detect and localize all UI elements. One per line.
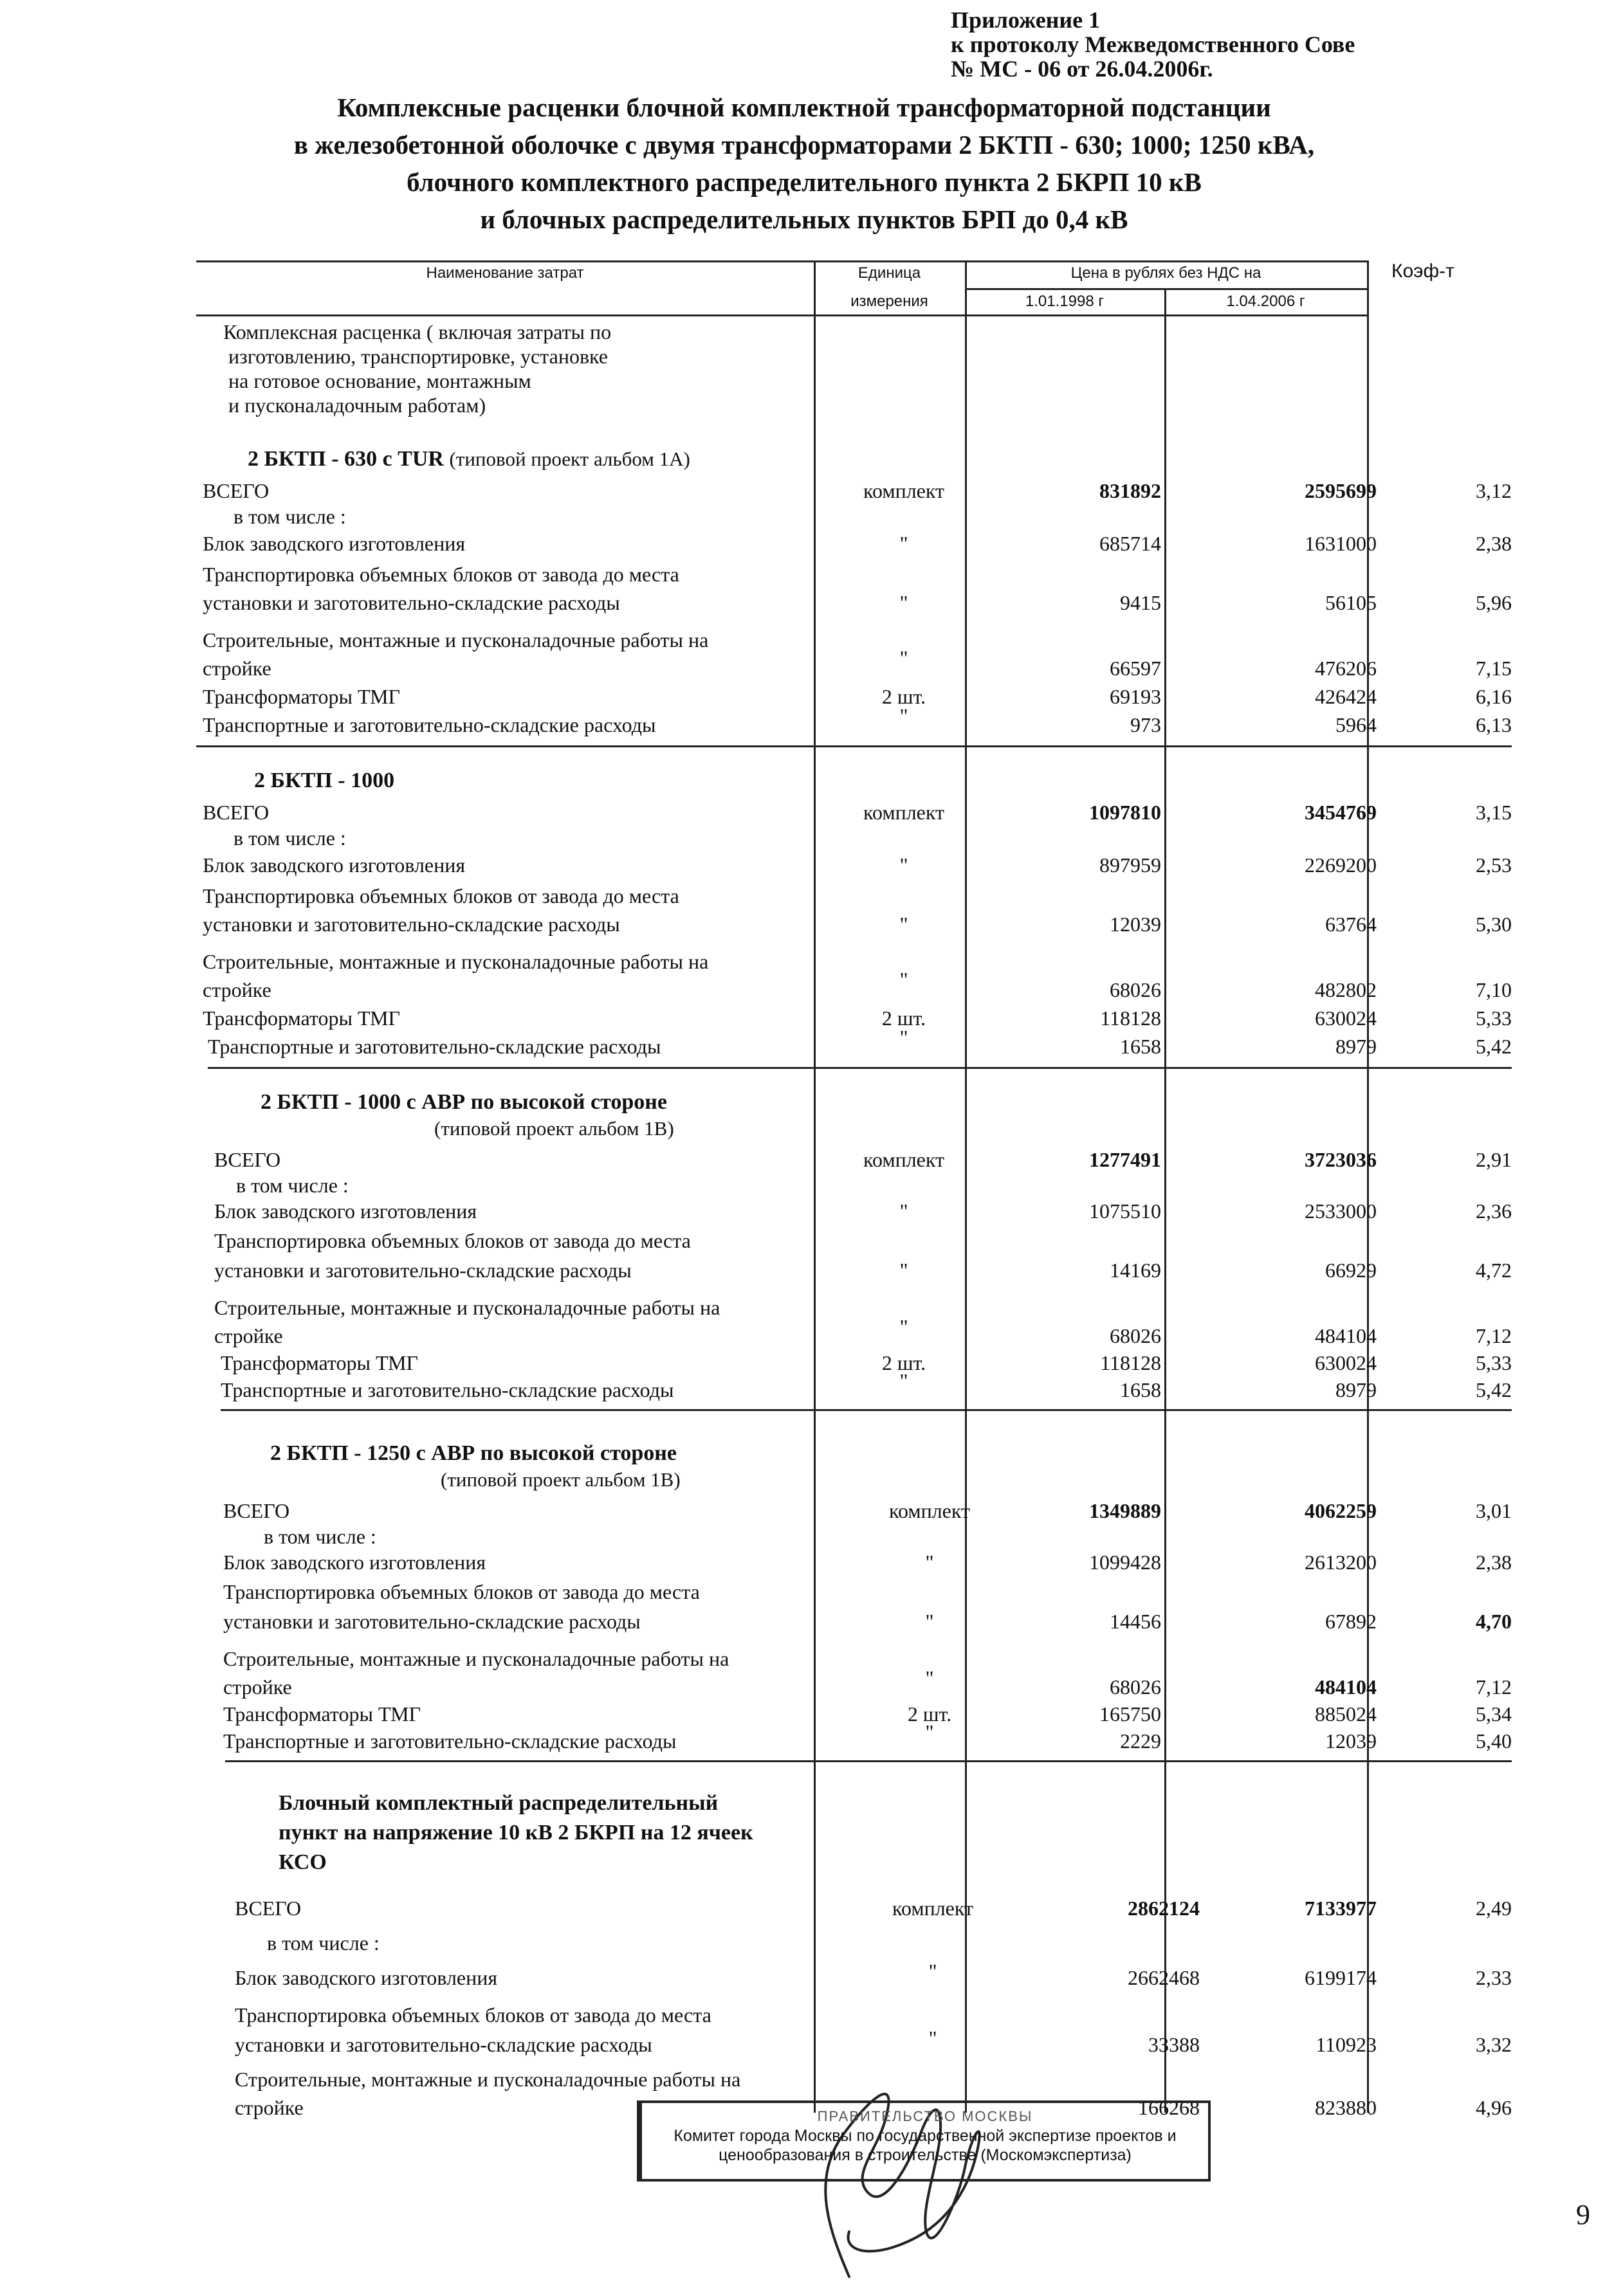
- row-unit: ": [899, 1369, 908, 1392]
- section-divider: [221, 1409, 1512, 1411]
- price-2006: 2269200: [1305, 853, 1377, 877]
- row-label: Трансформаторы ТМГ: [203, 1007, 401, 1030]
- row-label: Блок заводского изготовления: [223, 1551, 486, 1574]
- price-1998: 33388: [1148, 2033, 1200, 2056]
- row-label: Блок заводского изготовления: [203, 532, 466, 555]
- row-unit: ": [899, 1259, 908, 1282]
- price-1998: 1097810: [1089, 801, 1161, 824]
- price-1998: 2229: [1120, 1729, 1161, 1753]
- row-label: ВСЕГО: [223, 1499, 290, 1522]
- document-title-line2: в железобетонной оболочке с двумя трансформаторами 2 БКТП - 630; 1000; 1250 кВА,: [293, 130, 1315, 159]
- intro-line: изготовлению, транспортировке, установке: [228, 345, 608, 368]
- protocol-reference: к протоколу Межведомственного Сове: [951, 32, 1355, 57]
- row-unit: ": [899, 1026, 908, 1049]
- header-unit-2: измерения: [850, 293, 928, 310]
- koef-value: 2,36: [1476, 1199, 1512, 1223]
- intro-line: и пусконаладочным работам): [228, 394, 486, 417]
- document-title-line1: Комплексные расценки блочной комплектной трансформаторной подстанции: [337, 93, 1271, 122]
- koef-value: 5,30: [1476, 913, 1512, 936]
- row-unit: комплект: [889, 1499, 970, 1522]
- price-2006: 8979: [1335, 1035, 1377, 1058]
- koef-value: 6,16: [1476, 685, 1512, 708]
- koef-value: 2,49: [1476, 1897, 1512, 1920]
- koef-value: 2,38: [1476, 1551, 1512, 1574]
- row-label: стройке: [223, 1675, 292, 1699]
- koef-value: 4,70: [1476, 1610, 1512, 1633]
- row-label: ВСЕГО: [203, 801, 270, 824]
- intro-text: [223, 320, 611, 417]
- row-unit: ": [899, 532, 908, 555]
- koef-value: 5,34: [1476, 1702, 1512, 1726]
- price-2006: 8979: [1335, 1378, 1377, 1401]
- row-unit: ": [925, 1720, 934, 1744]
- row-label: в том числе :: [234, 826, 346, 850]
- koef-value: 7,15: [1476, 657, 1512, 680]
- row-unit: ": [899, 1315, 908, 1338]
- price-1998: 66597: [1110, 657, 1161, 680]
- koef-value: 2,33: [1476, 1966, 1512, 1989]
- row-unit: ": [925, 1551, 934, 1574]
- row-label: Транспортировка объемных блоков от завода до места: [203, 884, 679, 907]
- section-title-line3: КСО: [279, 1850, 327, 1874]
- price-2006: 476206: [1315, 657, 1377, 680]
- header-date-1998: 1.01.1998 г: [1025, 293, 1105, 310]
- appendix-label: Приложение 1: [951, 7, 1101, 33]
- price-1998: 1349889: [1089, 1499, 1161, 1522]
- header-bottom-border: [196, 314, 1367, 316]
- price-1998: 165750: [1099, 1702, 1161, 1726]
- price-2006: 484104: [1315, 1324, 1377, 1347]
- price-1998: 14169: [1110, 1259, 1161, 1282]
- section-title-line2: пункт на напряжение 10 кВ 2 БКРП на 12 ячеек: [279, 1821, 753, 1845]
- row-label: Транспортировка объемных блоков от завода до места: [235, 2003, 711, 2027]
- row-label: Строительные, монтажные и пусконаладочные работы на: [235, 2068, 741, 2091]
- row-label: Транспортные и заготовительно-складские расходы: [221, 1378, 674, 1401]
- koef-value: 5,96: [1476, 591, 1512, 614]
- row-label: в том числе :: [236, 1174, 349, 1197]
- row-unit: ": [899, 913, 908, 936]
- koef-value: 5,42: [1476, 1035, 1512, 1058]
- row-label: установки и заготовительно-складские расходы: [223, 1610, 641, 1633]
- section-divider: [208, 1067, 1512, 1069]
- row-unit: комплект: [892, 1897, 973, 1920]
- row-label: Транспортировка объемных блоков от завода до места: [214, 1229, 691, 1252]
- price-1998: 973: [1130, 713, 1161, 736]
- row-label: в том числе :: [267, 1931, 380, 1954]
- row-unit: ": [899, 968, 908, 991]
- koef-value: 7,12: [1476, 1675, 1512, 1699]
- price-1998: 1075510: [1089, 1199, 1161, 1223]
- price-2006: 630024: [1315, 1351, 1377, 1374]
- price-1998: 12039: [1110, 913, 1161, 936]
- price-1998: 2862124: [1128, 1897, 1200, 1920]
- koef-value: 7,12: [1476, 1324, 1512, 1347]
- price-2006: 67892: [1325, 1610, 1377, 1633]
- column-divider-price98: [965, 260, 967, 2113]
- koef-value: 3,01: [1476, 1499, 1512, 1522]
- koef-value: 5,42: [1476, 1378, 1512, 1401]
- price-2006: 426424: [1315, 685, 1377, 708]
- approval-stamp: [637, 2100, 1211, 2182]
- koef-value: 7,10: [1476, 978, 1512, 1001]
- row-label: в том числе :: [264, 1525, 376, 1548]
- row-label: Транспортные и заготовительно-складские расходы: [223, 1729, 677, 1753]
- row-unit: ": [928, 2027, 937, 2050]
- document-title-line4: и блочных распределительных пунктов БРП до 0,4 кВ: [480, 205, 1128, 234]
- row-label: в том числе :: [234, 505, 346, 528]
- row-label: Транспортировка объемных блоков от завода до места: [203, 563, 679, 586]
- row-unit: 2 шт.: [907, 1702, 952, 1726]
- header-date-2006: 1.04.2006 г: [1226, 293, 1305, 310]
- row-unit: ": [899, 646, 908, 670]
- price-1998: 1099428: [1089, 1551, 1161, 1574]
- price-2006: 12039: [1325, 1729, 1377, 1753]
- section-divider: [196, 745, 1512, 747]
- price-2006: 3454769: [1305, 801, 1377, 824]
- section-title: 2 БКТП - 1250 с АВР по высокой стороне: [270, 1441, 677, 1465]
- stamp-line: Комитет города Москвы по государственной экспертизе проектов и: [674, 2127, 1177, 2145]
- section-title: 2 БКТП - 1000 с АВР по высокой стороне: [261, 1090, 667, 1114]
- row-label: Блок заводского изготовления: [203, 853, 466, 877]
- row-label: ВСЕГО: [214, 1148, 281, 1171]
- price-1998: 685714: [1099, 532, 1161, 555]
- koef-value: 5,33: [1476, 1007, 1512, 1030]
- page-number: 9: [1576, 2199, 1590, 2230]
- row-label: ВСЕГО: [235, 1897, 302, 1920]
- row-unit: 2 шт.: [881, 1351, 926, 1374]
- price-2006: 6199174: [1305, 1966, 1377, 1989]
- row-unit: комплект: [863, 479, 944, 502]
- row-label: установки и заготовительно-складские расходы: [203, 913, 620, 936]
- row-label: Транспортные и заготовительно-складские расходы: [203, 713, 656, 736]
- section-title: 2 БКТП - 1000: [254, 769, 395, 792]
- price-1998: 68026: [1110, 1675, 1161, 1699]
- row-unit: комплект: [863, 801, 944, 824]
- header-unit-1: Единица: [857, 264, 921, 282]
- koef-value: 4,96: [1476, 2096, 1512, 2119]
- price-1998: 166268: [1138, 2096, 1200, 2119]
- price-2006: 56105: [1325, 591, 1377, 614]
- price-2006: 2613200: [1305, 1551, 1377, 1574]
- price-1998: 1658: [1120, 1035, 1161, 1058]
- row-unit: 2 шт.: [881, 1007, 926, 1030]
- row-unit: ": [925, 1610, 934, 1633]
- table-top-border: [196, 260, 1367, 262]
- row-unit: ": [899, 1199, 908, 1223]
- row-label: стройке: [214, 1324, 283, 1347]
- row-unit: ": [925, 1666, 934, 1690]
- row-label: Строительные, монтажные и пусконаладочные работы на: [214, 1296, 720, 1319]
- koef-value: 3,32: [1476, 2033, 1512, 2056]
- price-1998: 118128: [1100, 1007, 1161, 1030]
- intro-line: Комплексная расценка ( включая затраты по: [223, 320, 612, 343]
- price-1998: 9415: [1120, 591, 1161, 614]
- price-2006: 5964: [1335, 713, 1377, 736]
- price-2006: 7133977: [1305, 1897, 1377, 1920]
- header-price: Цена в рублях без НДС на: [1070, 264, 1261, 282]
- row-label: установки и заготовительно-складские расходы: [235, 2033, 652, 2056]
- price-2006: 2533000: [1305, 1199, 1377, 1223]
- row-label: Блок заводского изготовления: [235, 1966, 498, 1989]
- price-2006: 630024: [1315, 1007, 1377, 1030]
- row-label: Трансформаторы ТМГ: [223, 1702, 421, 1726]
- header-name: Наименование затрат: [426, 264, 584, 282]
- row-label: стройке: [235, 2096, 304, 2119]
- price-2006: 66929: [1325, 1259, 1377, 1282]
- row-unit: комплект: [863, 1148, 944, 1171]
- price-1998: 14456: [1110, 1610, 1161, 1633]
- row-unit: ": [928, 1960, 937, 1983]
- section-subtitle: (типовой проект альбом 1В): [441, 1468, 681, 1491]
- row-label: Транспортные и заготовительно-складские расходы: [208, 1035, 661, 1058]
- price-2006: 885024: [1315, 1702, 1377, 1726]
- koef-value: 3,15: [1476, 801, 1512, 824]
- price-1998: 1658: [1120, 1378, 1161, 1401]
- row-unit: ": [899, 704, 908, 727]
- stamp-line: ценообразования в строительстве (Москомэкспертиза): [719, 2146, 1132, 2164]
- price-2006: 1631000: [1305, 532, 1377, 555]
- section-title: 2 БКТП - 630 с TUR (типовой проект альбом 1А): [248, 447, 690, 471]
- row-label: установки и заготовительно-складские расходы: [214, 1259, 632, 1282]
- row-label: ВСЕГО: [203, 479, 270, 502]
- price-2006: 63764: [1325, 913, 1377, 936]
- row-label: стройке: [203, 978, 271, 1001]
- header-koef: Коэф-т: [1391, 260, 1454, 282]
- section-title-line1: Блочный комплектный распределительный: [279, 1791, 719, 1815]
- price-1998: 2662468: [1128, 1966, 1200, 1989]
- price-1998: 118128: [1100, 1351, 1161, 1374]
- section-divider: [225, 1760, 1512, 1762]
- price-1998: 68026: [1110, 978, 1161, 1001]
- price-1998: 831892: [1099, 479, 1161, 502]
- row-unit: 2 шт.: [881, 685, 926, 708]
- price-1998: 68026: [1110, 1324, 1161, 1347]
- row-label: Блок заводского изготовления: [214, 1199, 477, 1223]
- price-1998: 1277491: [1089, 1148, 1161, 1171]
- row-unit: ": [899, 591, 908, 614]
- koef-value: 5,40: [1476, 1729, 1512, 1753]
- price-1998: 69193: [1110, 685, 1161, 708]
- row-label: установки и заготовительно-складские расходы: [203, 591, 620, 614]
- price-2006: 484104: [1315, 1675, 1377, 1699]
- row-label: Транспортировка объемных блоков от завода до места: [223, 1580, 700, 1603]
- price-1998: 897959: [1099, 853, 1161, 877]
- koef-value: 2,53: [1476, 853, 1512, 877]
- price-2006: 2595699: [1305, 479, 1377, 502]
- koef-value: 4,72: [1476, 1259, 1512, 1282]
- intro-line: на готовое основание, монтажным: [228, 369, 531, 392]
- price-2006: 823880: [1315, 2096, 1377, 2119]
- stamp-line: ПРАВИТЕЛЬСТВО МОСКВЫ: [817, 2108, 1033, 2124]
- row-unit: ": [899, 853, 908, 877]
- koef-value: 5,33: [1476, 1351, 1512, 1374]
- koef-value: 6,13: [1476, 713, 1512, 736]
- section-subtitle: (типовой проект альбом 1В): [434, 1117, 674, 1140]
- column-divider-price06: [1164, 288, 1166, 2113]
- protocol-number: № МС - 06 от 26.04.2006г.: [951, 56, 1213, 82]
- koef-value: 2,38: [1476, 532, 1512, 555]
- column-divider-unit: [814, 260, 816, 2113]
- row-label: Трансформаторы ТМГ: [203, 685, 401, 708]
- row-label: Трансформаторы ТМГ: [221, 1351, 419, 1374]
- price-table: [196, 260, 1534, 2190]
- price-2006: 110923: [1316, 2033, 1377, 2056]
- row-label: стройке: [203, 657, 271, 680]
- price-2006: 3723036: [1305, 1148, 1377, 1171]
- koef-value: 2,91: [1476, 1148, 1512, 1171]
- koef-value: 3,12: [1476, 479, 1512, 502]
- row-label: Строительные, монтажные и пусконаладочные работы на: [203, 950, 709, 973]
- price-2006: 482802: [1315, 978, 1377, 1001]
- document-title-line3: блочного комплектного распределительного пункта 2 БКРП 10 кВ: [407, 167, 1202, 197]
- row-label: Строительные, монтажные и пусконаладочные работы на: [203, 628, 709, 651]
- price-2006: 4062259: [1305, 1499, 1377, 1522]
- row-label: Строительные, монтажные и пусконаладочные работы на: [223, 1647, 729, 1670]
